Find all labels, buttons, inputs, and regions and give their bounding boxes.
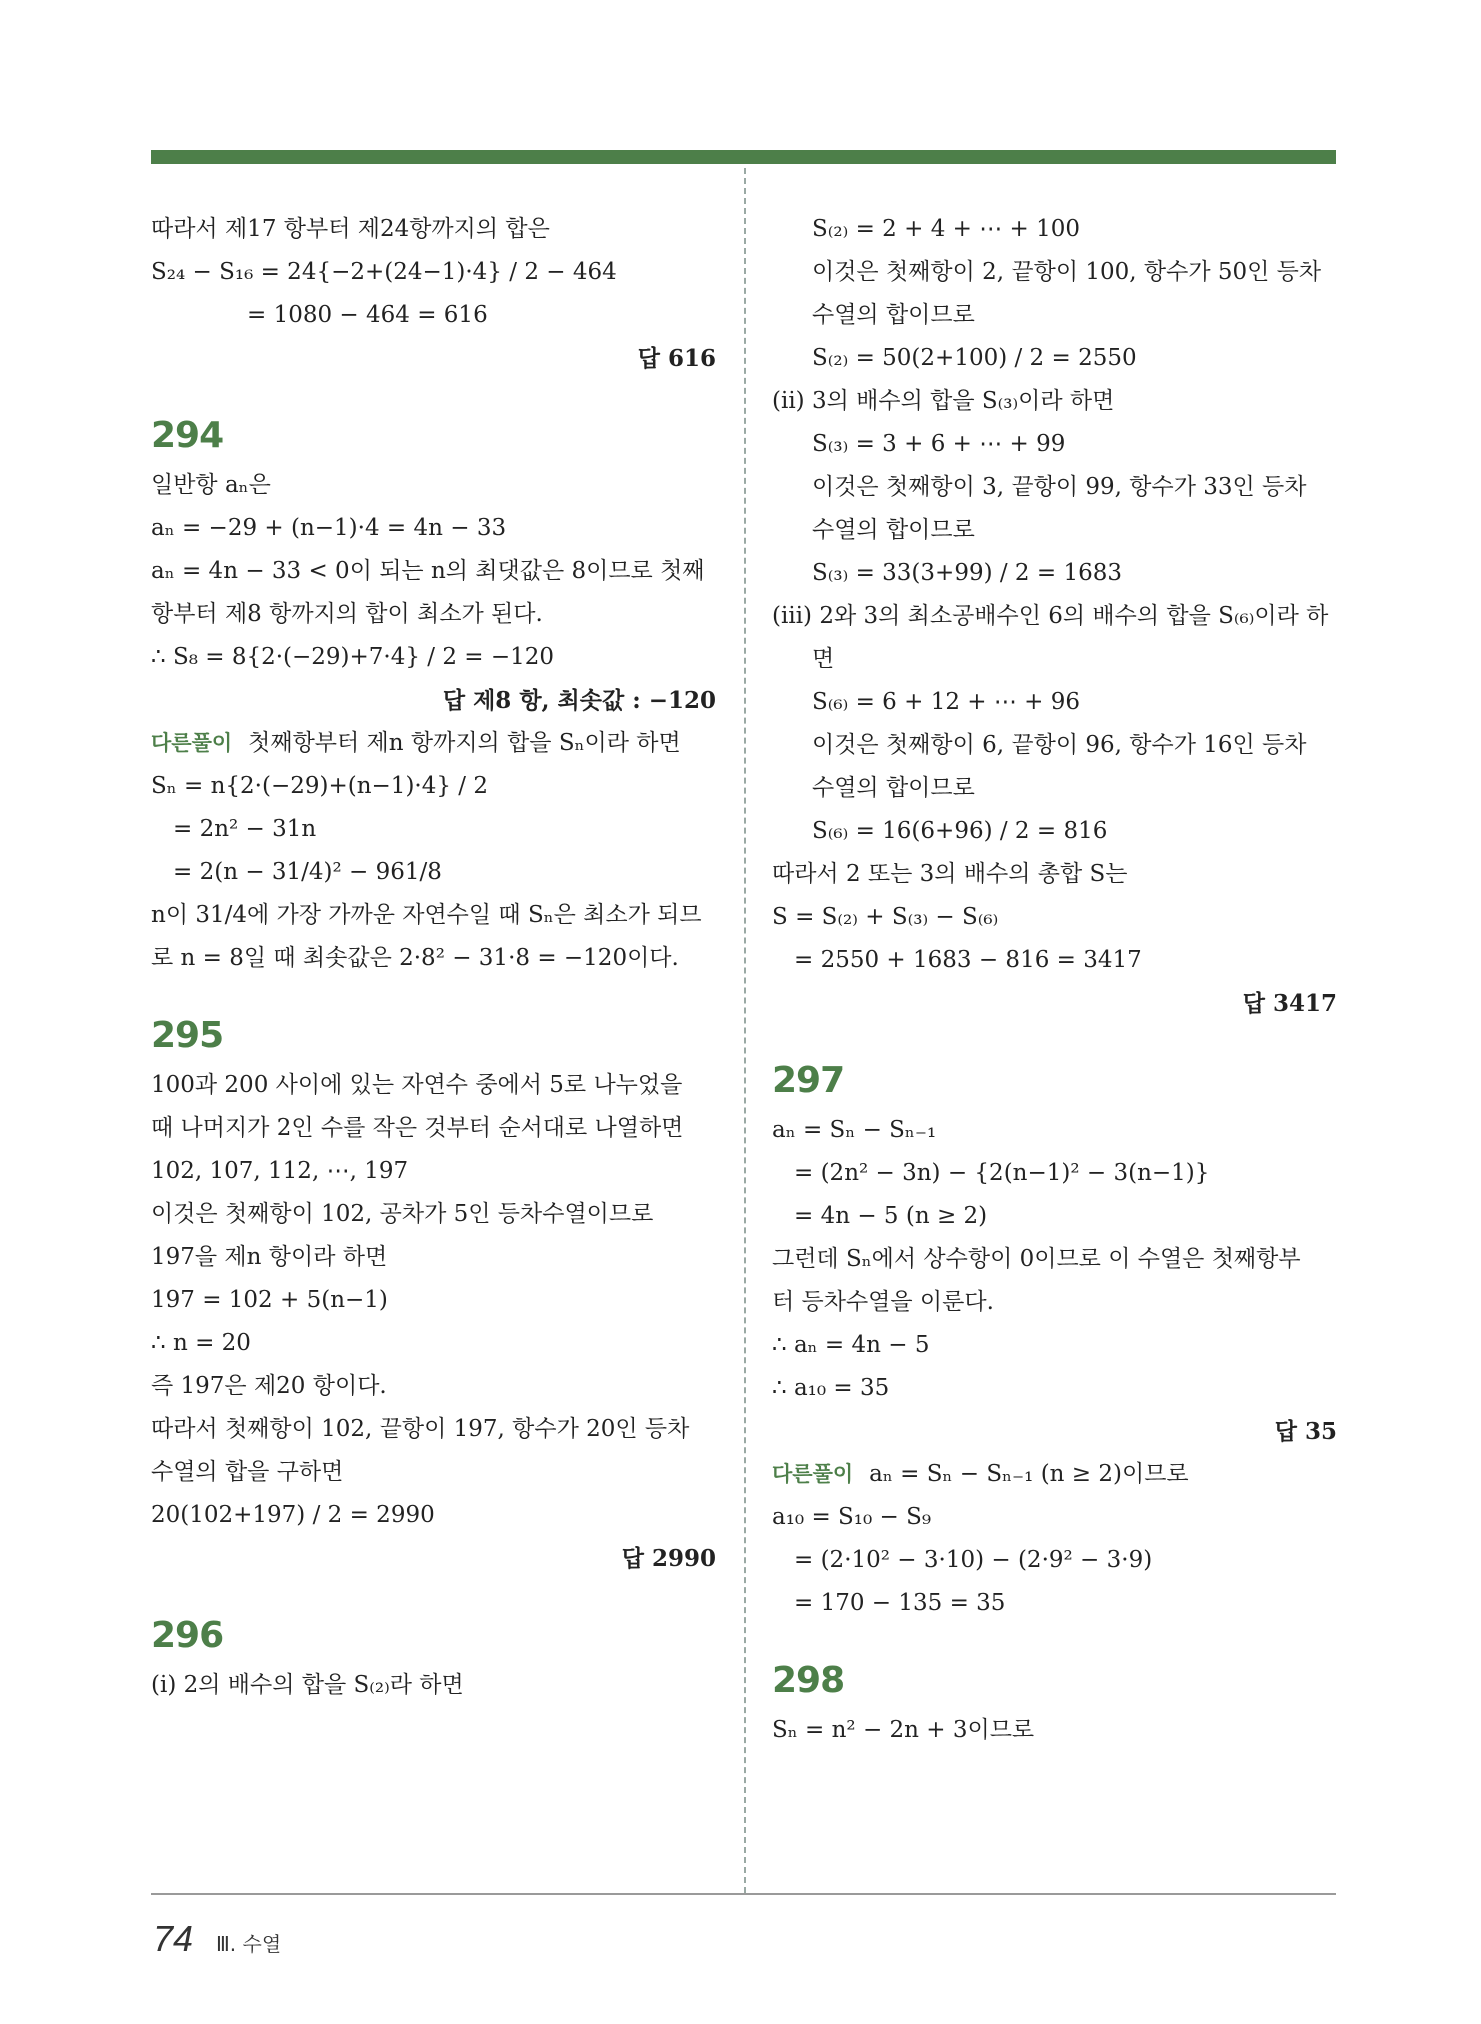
text-line: = 1080 − 464 = 616 (247, 302, 488, 328)
alternative-solution-label: 다른풀이 (151, 731, 233, 755)
text-line: 그런데 Sₙ에서 상수항이 0이므로 이 수열은 첫째항부 (772, 1246, 1301, 1272)
text-line: 따라서 첫째항이 102, 끝항이 197, 항수가 20인 등차 (151, 1416, 690, 1442)
problem-number: 295 (151, 1015, 224, 1056)
section-gap (151, 380, 716, 408)
text-line: 수열의 합이므로 (812, 517, 975, 543)
text-line: (ⅱ) 3의 배수의 합을 S₍₃₎이라 하면 (772, 388, 1115, 414)
text-line: 즉 197은 제20 항이다. (151, 1373, 387, 1399)
text-line: Sₙ = n² − 2n + 3이므로 (772, 1717, 1035, 1743)
text-line: 197 = 102 + 5(n−1) (151, 1287, 388, 1313)
text-line: 수열의 합이므로 (812, 775, 975, 801)
text-line: (ⅲ) 2와 3의 최소공배수인 6의 배수의 합을 S₍₆₎이라 하 (772, 603, 1329, 629)
text-line: = (2n² − 3n) − {2(n−1)² − 3(n−1)} (794, 1160, 1210, 1186)
alternative-solution-label: 다른풀이 (772, 1462, 854, 1486)
section-gap (772, 1625, 1337, 1653)
text-line: aₙ = Sₙ − Sₙ₋₁ (772, 1117, 937, 1143)
text-line: 항부터 제8 항까지의 합이 최소가 된다. (151, 601, 543, 627)
text-line: 터 등차수열을 이룬다. (772, 1289, 994, 1315)
text-line: 로 n = 8일 때 최솟값은 2·8² − 31·8 = −120이다. (151, 945, 679, 971)
answer-line: 답 제8 항, 최솟값 : −120 (442, 687, 716, 714)
text-line: 102, 107, 112, ⋯, 197 (151, 1158, 409, 1184)
text-line: 때 나머지가 2인 수를 작은 것부터 순서대로 나열하면 (151, 1115, 684, 1141)
top-accent-bar (151, 150, 1336, 164)
section-gap (151, 980, 716, 1008)
text-line: aₙ = −29 + (n−1)·4 = 4n − 33 (151, 515, 507, 541)
text-line: 따라서 제17 항부터 제24항까지의 합은 (151, 216, 550, 242)
left-column (151, 208, 716, 1707)
answer-line: 답 616 (637, 345, 716, 372)
text-line: = 2(n − 31/4)² − 961/8 (173, 859, 442, 885)
page-number: 74 (153, 1918, 194, 1959)
text-line: 이것은 첫째항이 3, 끝항이 99, 항수가 33인 등차 (812, 474, 1307, 500)
alternative-solution-line (772, 1453, 1337, 1496)
text-line: S₍₆₎ = 16(6+96) / 2 = 816 (812, 818, 1108, 844)
alternative-solution-text: 첫째항부터 제n 항까지의 합을 Sₙ이라 하면 (248, 730, 681, 756)
alternative-solution-text: aₙ = Sₙ − Sₙ₋₁ (n ≥ 2)이므로 (869, 1461, 1189, 1487)
text-line: S₍₃₎ = 33(3+99) / 2 = 1683 (812, 560, 1122, 586)
text-line: ∴ n = 20 (151, 1330, 251, 1356)
text-line: Sₙ = n{2·(−29)+(n−1)·4} / 2 (151, 773, 488, 799)
alternative-solution-line (151, 722, 716, 765)
answer-line: 답 3417 (1242, 990, 1337, 1017)
section-gap (772, 1025, 1337, 1053)
text-line: 이것은 첫째항이 2, 끝항이 100, 항수가 50인 등차 (812, 259, 1322, 285)
problem-number: 296 (151, 1615, 224, 1656)
text-line: S₍₃₎ = 3 + 6 + ⋯ + 99 (812, 431, 1066, 457)
text-line: = 2n² − 31n (173, 816, 317, 842)
text-line: 이것은 첫째항이 102, 공차가 5인 등차수열이므로 (151, 1201, 654, 1227)
answer-line: 답 2990 (621, 1545, 716, 1572)
right-column (772, 208, 1337, 1752)
text-line: ∴ aₙ = 4n − 5 (772, 1332, 930, 1358)
section-gap (151, 1580, 716, 1608)
column-divider (744, 168, 746, 1893)
text-line: S₍₆₎ = 6 + 12 + ⋯ + 96 (812, 689, 1081, 715)
text-line: 면 (812, 646, 835, 672)
text-line: a₁₀ = S₁₀ − S₉ (772, 1504, 932, 1530)
text-line: = 4n − 5 (n ≥ 2) (794, 1203, 988, 1229)
chapter-label: Ⅲ. 수열 (216, 1932, 282, 1956)
text-line: S₍₂₎ = 2 + 4 + ⋯ + 100 (812, 216, 1081, 242)
problem-number: 294 (151, 415, 224, 456)
text-line: n이 31/4에 가장 가까운 자연수일 때 Sₙ은 최소가 되므 (151, 902, 702, 928)
text-line: S₍₂₎ = 50(2+100) / 2 = 2550 (812, 345, 1137, 371)
footer-rule (151, 1893, 1336, 1895)
text-line: 20(102+197) / 2 = 2990 (151, 1502, 435, 1528)
text-line: 수열의 합을 구하면 (151, 1459, 344, 1485)
text-line: S₂₄ − S₁₆ = 24{−2+(24−1)·4} / 2 − 464 (151, 259, 617, 285)
answer-line: 답 35 (1274, 1418, 1337, 1445)
text-line: = 170 − 135 = 35 (794, 1590, 1006, 1616)
problem-number: 297 (772, 1060, 845, 1101)
text-line: 197을 제n 항이라 하면 (151, 1244, 388, 1270)
text-line: (ⅰ) 2의 배수의 합을 S₍₂₎라 하면 (151, 1672, 464, 1698)
text-line: 수열의 합이므로 (812, 302, 975, 328)
text-line: 일반항 aₙ은 (151, 472, 271, 498)
text-line: aₙ = 4n − 33 < 0이 되는 n의 최댓값은 8이므로 첫째 (151, 558, 705, 584)
text-line: 이것은 첫째항이 6, 끝항이 96, 항수가 16인 등차 (812, 732, 1307, 758)
text-line: S = S₍₂₎ + S₍₃₎ − S₍₆₎ (772, 904, 999, 930)
problem-number: 298 (772, 1660, 845, 1701)
text-line: ∴ a₁₀ = 35 (772, 1375, 890, 1401)
text-line: = (2·10² − 3·10) − (2·9² − 3·9) (794, 1547, 1153, 1573)
text-line: = 2550 + 1683 − 816 = 3417 (794, 947, 1142, 973)
text-line: 100과 200 사이에 있는 자연수 중에서 5로 나누었을 (151, 1072, 683, 1098)
text-line: 따라서 2 또는 3의 배수의 총합 S는 (772, 861, 1128, 887)
text-line: ∴ S₈ = 8{2·(−29)+7·4} / 2 = −120 (151, 644, 555, 670)
